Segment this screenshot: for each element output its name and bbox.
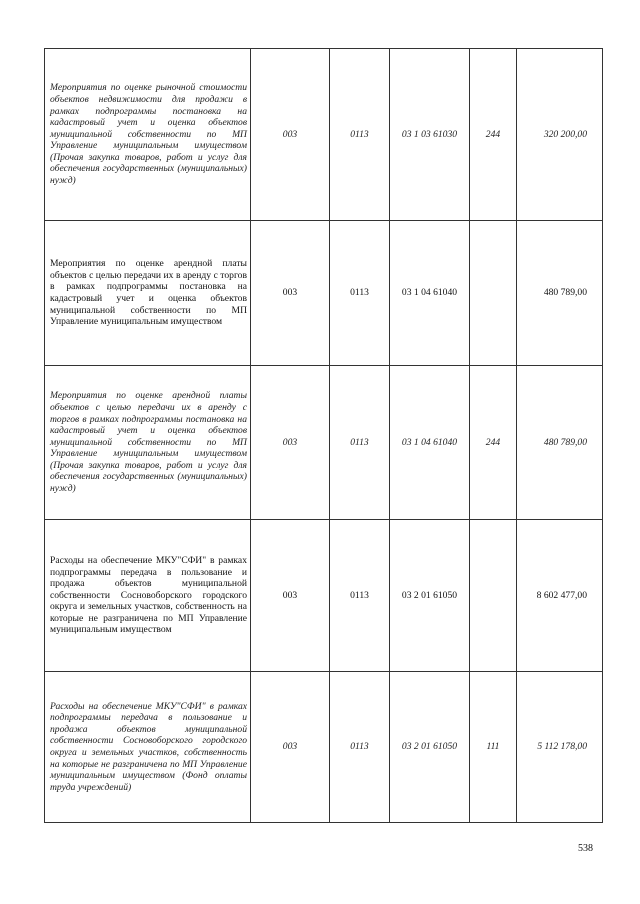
row-name-cell: Мероприятия по оценке рыночной стоимости объектов недвижимости для продажи в рамках подпрограммы постановка на кадастровый учет и оценка объектов муниципальной собственности по МП Управление муниципальным имуществом (Прочая закупка товаров, работ и услуг для обеспечения государственных (муниципальных) нужд) [45, 49, 251, 221]
section-code-cell: 0113 [330, 366, 390, 520]
ministry-code-cell: 003 [251, 221, 330, 366]
table-row [45, 366, 603, 520]
table-row [45, 672, 603, 823]
row-name-cell: Мероприятия по оценке арендной платы объектов с целью передачи их в аренду с торгов в рамках подпрограммы постановка на кадастровый учет и оценка объектов муниципальной собственности по МП Управление муниципальным имуществом [45, 221, 251, 366]
expense-type-cell [470, 221, 517, 366]
ministry-code-cell: 003 [251, 520, 330, 672]
amount-cell: 480 789,00 [517, 221, 603, 366]
target-article-cell: 03 2 01 61050 [390, 520, 470, 672]
amount-cell: 8 602 477,00 [517, 520, 603, 672]
expense-type-cell: 244 [470, 49, 517, 221]
target-article-cell: 03 2 01 61050 [390, 672, 470, 823]
target-article-cell: 03 1 03 61030 [390, 49, 470, 221]
target-article-cell: 03 1 04 61040 [390, 366, 470, 520]
row-name-cell: Расходы на обеспечение МКУ"СФИ" в рамках подпрограммы передача в пользование и продажа объектов муниципальной собственности Сосновоборского городского округа и земельных участков, собственность на которые не разграничена по МП Управление муниципальным имуществом (Фонд оплаты труда учреждений) [45, 672, 251, 823]
expense-type-cell: 111 [470, 672, 517, 823]
section-code-cell: 0113 [330, 672, 390, 823]
expense-type-cell [470, 520, 517, 672]
table-row [45, 520, 603, 672]
ministry-code-cell: 003 [251, 672, 330, 823]
row-name-cell: Мероприятия по оценке арендной платы объектов с целью передачи их в аренду с торгов в рамках подпрограммы постановка на кадастровый учет и оценка объектов муниципальной собственности по МП Управление муниципальным имуществом (Прочая закупка товаров, работ и услуг для обеспечения государственных (муниципальных) нужд) [45, 366, 251, 520]
amount-cell: 5 112 178,00 [517, 672, 603, 823]
row-name-cell: Расходы на обеспечение МКУ"СФИ" в рамках подпрограммы передача в пользование и продажа объектов муниципальной собственности Сосновоборского городского округа и земельных участков, собственность на которые не разграничена по МП Управление муниципальным имуществом [45, 520, 251, 672]
table-row [45, 49, 603, 221]
amount-cell: 320 200,00 [517, 49, 603, 221]
section-code-cell: 0113 [330, 221, 390, 366]
section-code-cell: 0113 [330, 520, 390, 672]
section-code-cell: 0113 [330, 49, 390, 221]
budget-table [44, 48, 603, 823]
ministry-code-cell: 003 [251, 49, 330, 221]
ministry-code-cell: 003 [251, 366, 330, 520]
target-article-cell: 03 1 04 61040 [390, 221, 470, 366]
expense-type-cell: 244 [470, 366, 517, 520]
amount-cell: 480 789,00 [517, 366, 603, 520]
page-number: 538 [578, 843, 593, 854]
table-row [45, 221, 603, 366]
